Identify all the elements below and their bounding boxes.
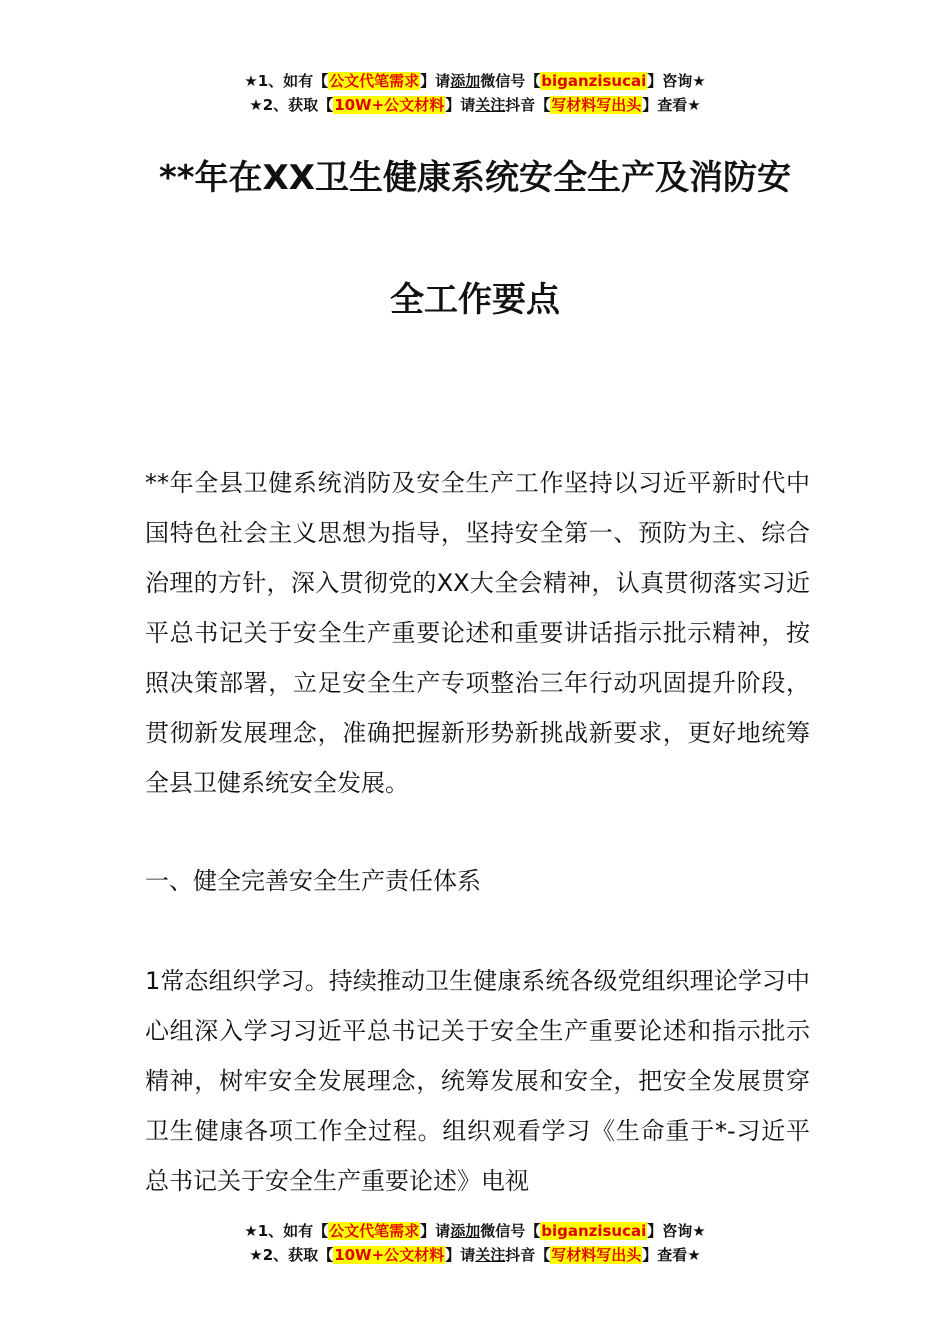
banner-text: 】请 bbox=[445, 96, 476, 114]
banner-highlight: biganzisucai bbox=[541, 1222, 647, 1240]
body-paragraph: 1常态组织学习。持续推动卫生健康系统各级党组织理论学习中心组深入学习习近平总书记关于安全生产重要论述和指示批示精神，树牢安全发展理念，统筹发展和安全，把安全发展贯穿卫生健康各项工作全过程。组织观看学习《生命重于*-习近平总书记关于安全生产重要论述》电视 bbox=[145, 967, 810, 1195]
banner-text: 微信号【 bbox=[480, 1222, 541, 1240]
banner-highlight: 10W+公文材料 bbox=[334, 1246, 445, 1264]
banner-highlight: 写材料写出头 bbox=[551, 96, 642, 114]
banner-text: 抖音【 bbox=[505, 96, 551, 114]
banner-text: 】请 bbox=[420, 1222, 451, 1240]
banner-line-2 bbox=[0, 93, 950, 117]
document-title-line-2: 全工作要点 bbox=[390, 280, 560, 320]
banner-line-2 bbox=[0, 1243, 950, 1267]
banner-underlined: 添加 bbox=[450, 1222, 481, 1240]
intro-paragraph: **年全县卫健系统消防及安全生产工作坚持以习近平新时代中国特色社会主义思想为指导，坚持安全第一、预防为主、综合治理的方针，深入贯彻党的XX大全会精神，认真贯彻落实习近平总书记关于安全生产重要论述和重要讲话指示批示精神，按照决策部署，立足安全生产专项整治三年行动巩固提升阶段，贯彻新发展理念，准确把握新形势新挑战新要求，更好地统筹全县卫健系统安全发展。 bbox=[145, 469, 810, 797]
banner-underlined: 关注 bbox=[475, 96, 506, 114]
banner-line-1 bbox=[0, 69, 950, 93]
banner-highlight: biganzisucai bbox=[541, 72, 647, 90]
banner-text: 】咨询★ bbox=[647, 72, 706, 90]
banner-highlight: 10W+公文材料 bbox=[334, 96, 445, 114]
footer-banner bbox=[0, 1219, 950, 1267]
banner-text: 】请 bbox=[445, 1246, 476, 1264]
banner-text: 微信号【 bbox=[480, 72, 541, 90]
banner-underlined: 关注 bbox=[475, 1246, 506, 1264]
banner-text: 】查看★ bbox=[642, 96, 701, 114]
banner-text: ★2、获取【 bbox=[249, 96, 334, 114]
banner-text: 】请 bbox=[420, 72, 451, 90]
section-heading: 一、健全完善安全生产责任体系 bbox=[145, 867, 481, 895]
header-banner bbox=[0, 69, 950, 117]
banner-line-1 bbox=[0, 1219, 950, 1243]
banner-text: ★1、如有【 bbox=[244, 72, 329, 90]
banner-highlight: 公文代笔需求 bbox=[329, 1222, 420, 1240]
banner-text: 】咨询★ bbox=[647, 1222, 706, 1240]
banner-underlined: 添加 bbox=[450, 72, 481, 90]
document-title-line-1: **年在XX卫生健康系统安全生产及消防安 bbox=[159, 158, 791, 198]
banner-text: 抖音【 bbox=[505, 1246, 551, 1264]
banner-highlight: 公文代笔需求 bbox=[329, 72, 420, 90]
banner-highlight: 写材料写出头 bbox=[551, 1246, 642, 1264]
banner-text: 】查看★ bbox=[642, 1246, 701, 1264]
banner-text: ★2、获取【 bbox=[249, 1246, 334, 1264]
banner-text: ★1、如有【 bbox=[244, 1222, 329, 1240]
